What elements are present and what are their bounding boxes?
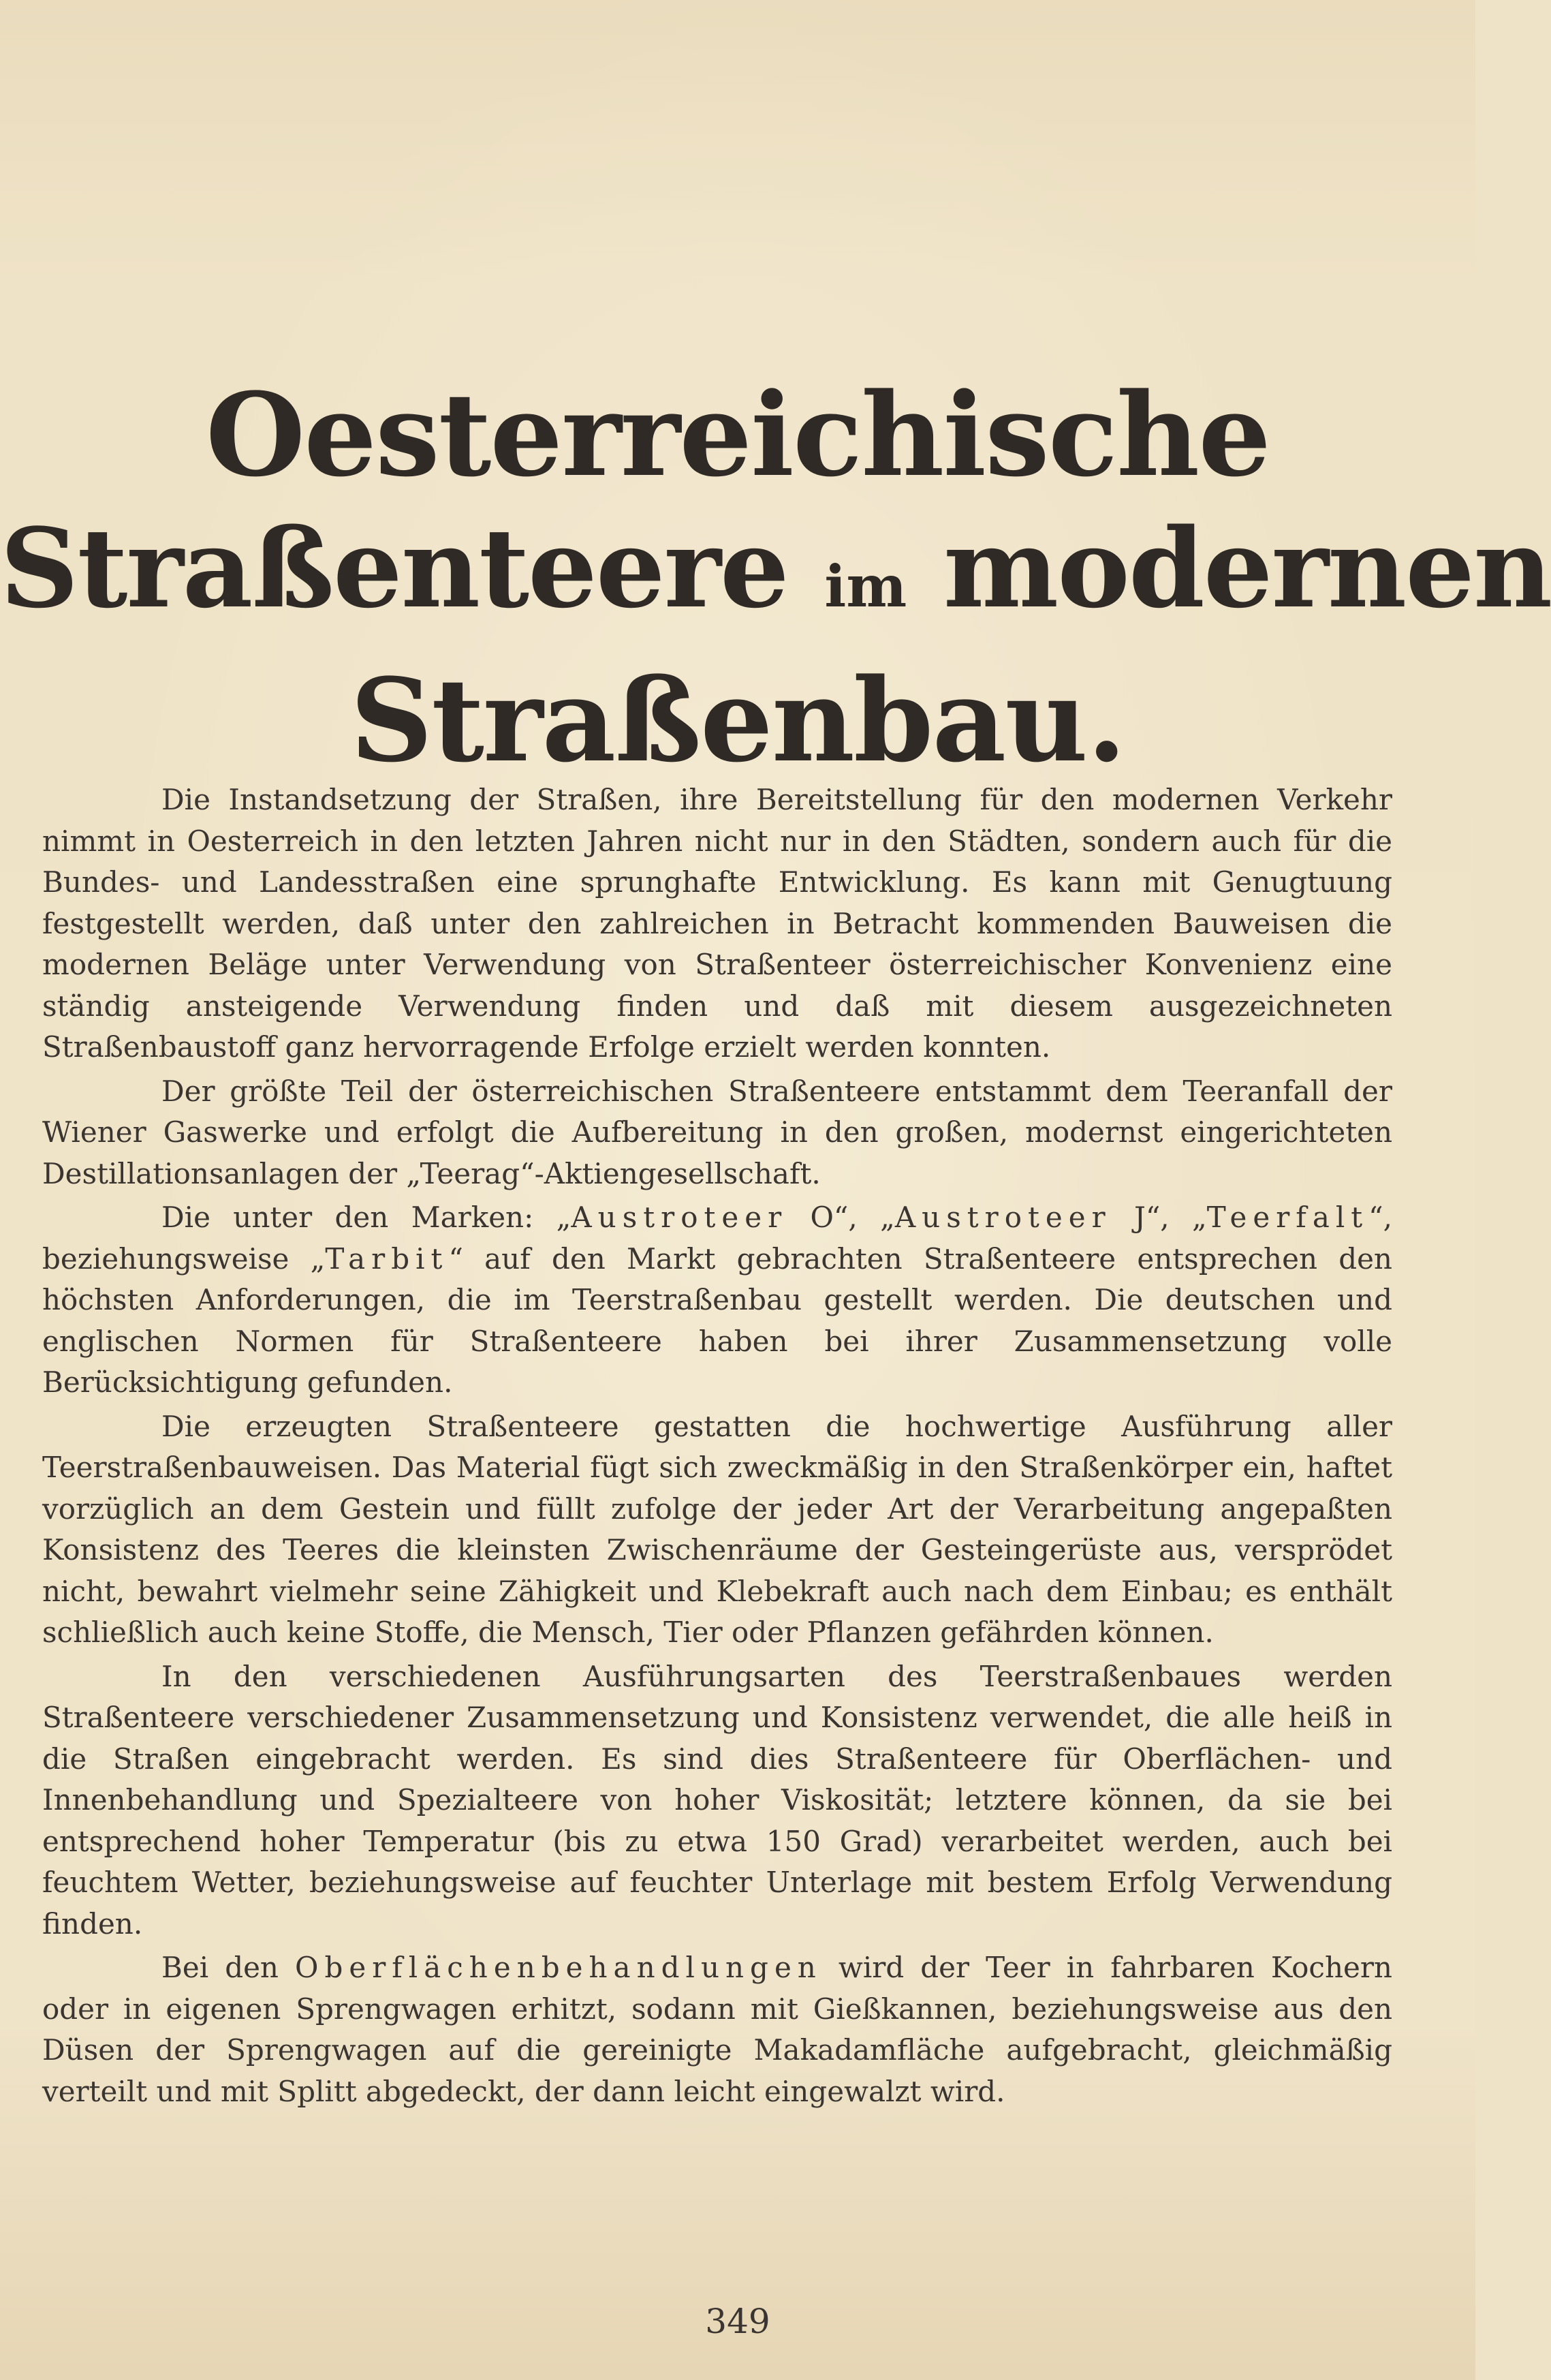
title-word-strassenteere: Straßenteere [0,504,788,632]
paragraph-6-text-b: wird der Teer in fahrbaren Kochern oder in eigenen Sprengwagen erhitzt, sodann mit Gießkannen, beziehungsweise aus den Düsen der Sprengwagen auf die gereinigte Makadamfläche aufgebracht, gleichmäßig verteilt und mit Splitt abgedeckt, der dann leicht eingewalzt wird. [42,1951,1392,2108]
brand-tarbit: Tarbit [325,1241,449,1276]
paragraph-3-text-d: “, beziehungsweise „ [42,1201,1392,1276]
paragraph-3-text-b: O“, „ [787,1201,895,1234]
paragraph-3-text-e: “ auf den Markt gebrachten Straßenteere entsprechen den höchsten Anforderungen, die im Teerstraßenbau gestellt werden. Die deutschen und englischen Normen für Straßenteere haben bei ihrer Zusammensetzung volle Berücksichtigung gefunden. [42,1241,1392,1399]
article-title [0,367,1551,788]
paragraph-4: Die erzeugten Straßenteere gestatten die hochwertige Ausführung aller Teerstraßenbauweisen. Das Material fügt sich zweckmäßig in den Straßenkörper ein, haftet vorzüglich an dem Gestein und füllt zufolge der jeder Art der Verarbeitung angepaßten Konsistenz des Teeres die kleinsten Zwischenräume der Gesteingerüste aus, versprödet nicht, bewahrt vielmehr seine Zähigkeit und Klebekraft auch nach dem Einbau; es enthält schließlich auch keine Stoffe, die Mensch, Tier oder Pflanzen gefährden können. [42,1409,1392,1649]
paragraph-5: In den verschiedenen Ausführungsarten des Teerstraßenbaues werden Straßenteere verschiedener Zusammensetzung und Konsistenz verwendet, die alle heiß in die Straßen eingebracht werden. Es sind dies Straßenteere für Oberflächen- und Innenbehandlung und Spezialteere von hoher Viskosität; letztere können, da sie bei entsprechend hoher Temperatur (bis zu etwa 150 Grad) verarbeitet werden, auch bei feuchtem Wetter, beziehungsweise auf feuchter Unterlage mit bestem Erfolg Verwendung finden. [42,1659,1392,1941]
brand-teerfalt: Teerfalt [1206,1201,1369,1234]
paragraph-3 [42,1197,1392,1404]
title-word-modernen: modernen [943,504,1551,632]
title-line-3: Straßenbau. [350,653,1125,788]
paragraph-3-text-a: Die unter den Marken: „ [161,1201,571,1234]
paragraph-6-text-a: Bei den [161,1951,296,1984]
brand-austroteer-o: Austroteer [571,1201,788,1234]
paragraph-1: Die Instandsetzung der Straßen, ihre Bereitstellung für den modernen Verkehr nimmt in Oesterreich in den letzten Jahren nicht nur in den Städten, sondern auch für die Bundes- und Landesstraßen eine sprunghafte Entwicklung. Es kann mit Genugtuung festgestellt werden, daß unter den zahlreichen in Betracht kommenden Bauweisen die modernen Beläge unter Verwendung von Straßenteer österreichischer Konvenienz eine ständig ansteigende Verwendung finden und daß mit diesem ausgezeichneten Straßenbaustoff ganz hervorragende Erfolge erzielt werden konnten. [42,783,1392,1064]
paragraph-3-text-c: J“, „ [1111,1201,1207,1234]
paragraph-6 [42,1947,1392,2112]
brand-austroteer-j: Austroteer [894,1201,1112,1234]
article-body [42,779,1392,2112]
title-line-2 [0,501,1551,653]
page-number: 349 [705,2302,770,2341]
title-word-im: im [824,553,907,620]
term-oberflaechenbehandlungen: Oberflächenbehandlungen [295,1951,822,1984]
title-line-1: Oesterreichische [205,367,1270,502]
paragraph-2: Der größte Teil der österreichischen Straßenteere entstammt dem Teeranfall der Wiener Gaswerke und erfolgt die Aufbereitung in den großen, modernst eingerichteten Destillationsanlagen der „Teerag“-Aktiengesellschaft. [42,1074,1392,1190]
